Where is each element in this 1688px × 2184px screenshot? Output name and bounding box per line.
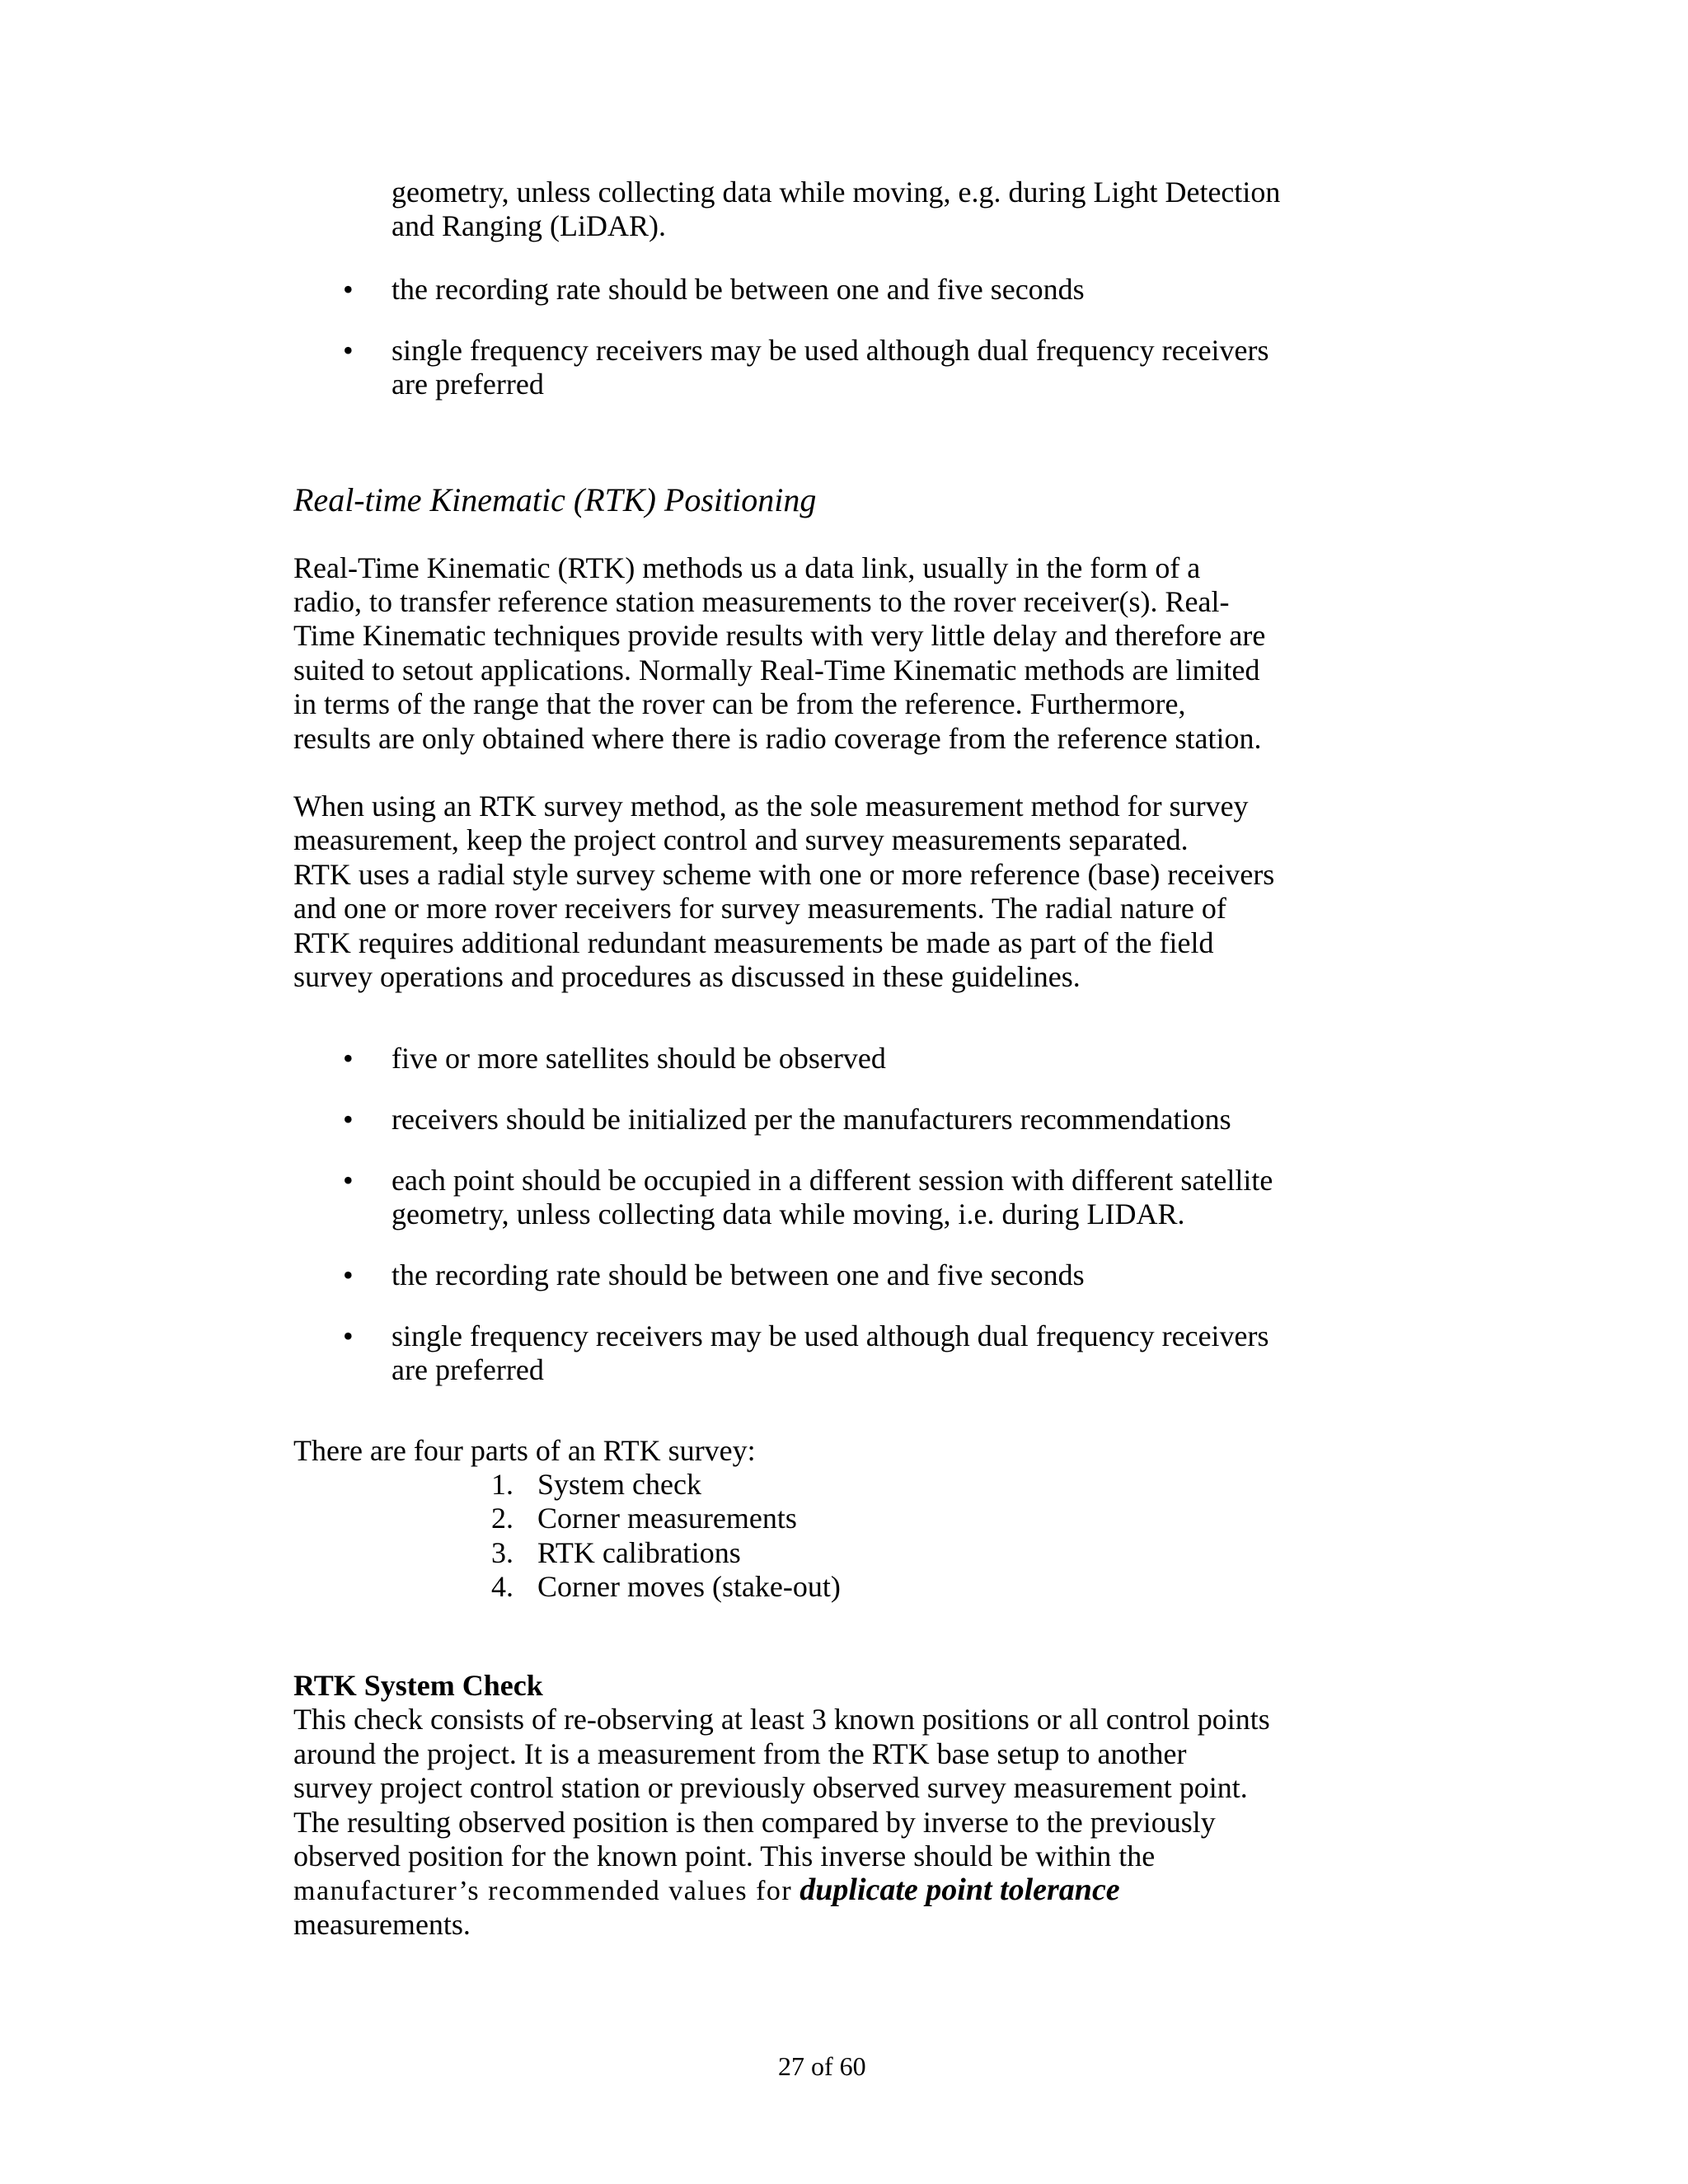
rtk-paragraph-2-line-5: RTK requires additional redundant measurements be made as part of the field [293,926,1214,959]
list-item: Corner measurements [537,1502,797,1535]
list-number: 2. [491,1502,513,1535]
rtk-paragraph-2-line-4: and one or more rover receivers for survey measurements. The radial nature of [293,892,1226,925]
rtk-paragraph-1-line-4: suited to setout applications. Normally Real-Time Kinematic methods are limited [293,654,1260,687]
rtk-bullet-3-line-2: geometry, unless collecting data while moving, i.e. during LIDAR. [392,1197,1185,1230]
top-bullet-2-line-1: single frequency receivers may be used although dual frequency receivers [392,334,1269,367]
system-check-line-6-prefix: manufacturer’s recommended values for [293,1876,793,1906]
duplicate-point-tolerance-emphasis: duplicate point tolerance [799,1872,1120,1907]
top-bullet-1-line-1: the recording rate should be between one and five seconds [392,273,1085,306]
rtk-paragraph-1-line-3: Time Kinematic techniques provide results with very little delay and therefore are [293,619,1266,652]
system-check-line-7: measurements. [293,1908,471,1941]
list-number: 1. [491,1468,513,1501]
list-number: 4. [491,1570,513,1603]
rtk-paragraph-2-line-6: survey operations and procedures as discussed in these guidelines. [293,960,1081,993]
rtk-paragraph-2-line-1: When using an RTK survey method, as the sole measurement method for survey [293,790,1249,823]
bullet-icon: • [343,1258,354,1291]
continuation-line-1: geometry, unless collecting data while moving, e.g. during Light Detection [392,176,1281,209]
list-item: RTK calibrations [537,1536,741,1569]
rtk-paragraph-1-line-1: Real-Time Kinematic (RTK) methods us a data link, usually in the form of a [293,551,1201,584]
bullet-icon: • [343,1042,354,1075]
rtk-bullet-4-line-1: the recording rate should be between one and five seconds [392,1258,1085,1291]
bullet-icon: • [343,1319,354,1352]
rtk-paragraph-1-line-5: in terms of the range that the rover can be from the reference. Furthermore, [293,687,1186,720]
system-check-line-3: survey project control station or previously observed survey measurement point. [293,1771,1248,1804]
system-check-line-4: The resulting observed position is then compared by inverse to the previously [293,1806,1216,1839]
rtk-bullet-1-line-1: five or more satellites should be observed [392,1042,886,1075]
bullet-icon: • [343,334,354,367]
page-number: 27 of 60 [778,2051,866,2081]
list-number: 3. [491,1536,513,1569]
continuation-line-2: and Ranging (LiDAR). [392,209,666,242]
top-bullet-2-line-2: are preferred [392,368,544,401]
system-check-line-6 [293,1873,1120,1909]
rtk-paragraph-1-line-2: radio, to transfer reference station measurements to the rover receiver(s). Real- [293,585,1230,618]
rtk-section-heading: Real-time Kinematic (RTK) Positioning [293,481,817,518]
rtk-bullet-3-line-1: each point should be occupied in a different session with different satellite [392,1164,1273,1197]
rtk-paragraph-1-line-6: results are only obtained where there is radio coverage from the reference station. [293,722,1262,755]
list-item: System check [537,1468,701,1501]
system-check-line-1: This check consists of re-observing at least 3 known positions or all control points [293,1703,1270,1736]
list-item: Corner moves (stake-out) [537,1570,841,1603]
rtk-bullet-2-line-1: receivers should be initialized per the manufacturers recommendations [392,1103,1231,1136]
rtk-bullet-5-line-1: single frequency receivers may be used although dual frequency receivers [392,1319,1269,1352]
parts-intro: There are four parts of an RTK survey: [293,1434,756,1467]
rtk-bullet-5-line-2: are preferred [392,1353,544,1386]
bullet-icon: • [343,1164,354,1197]
system-check-line-2: around the project. It is a measurement from the RTK base setup to another [293,1737,1187,1770]
system-check-heading: RTK System Check [293,1669,543,1702]
system-check-line-5: observed position for the known point. This inverse should be within the [293,1840,1156,1872]
bullet-icon: • [343,273,354,306]
rtk-paragraph-2-line-3: RTK uses a radial style survey scheme with one or more reference (base) receivers [293,858,1275,891]
bullet-icon: • [343,1103,354,1136]
rtk-paragraph-2-line-2: measurement, keep the project control and survey measurements separated. [293,823,1189,856]
